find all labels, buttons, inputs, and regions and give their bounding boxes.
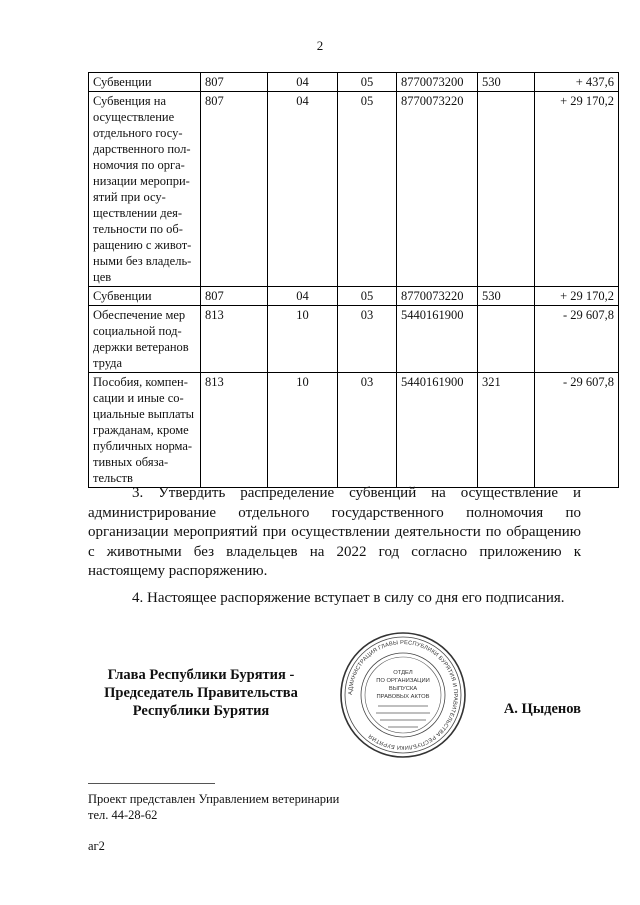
row-razdel-cell: 04	[268, 287, 338, 306]
row-grbs-cell: 813	[201, 373, 268, 488]
table-row	[89, 373, 619, 488]
row-grbs-cell: 813	[201, 306, 268, 373]
row-vr-cell: 530	[478, 287, 535, 306]
footer-phone: тел. 44-28-62	[88, 808, 158, 822]
row-podrazdel-cell: 05	[338, 287, 397, 306]
seal-inner-line: ПРАВОВЫХ АКТОВ	[376, 694, 430, 700]
row-csr-cell: 8770073220	[397, 287, 478, 306]
row-vr-cell	[478, 92, 535, 287]
row-vr-cell	[478, 306, 535, 373]
row-name-cell: Субвенции	[89, 73, 201, 92]
row-razdel-cell: 10	[268, 373, 338, 488]
row-vr-cell: 321	[478, 373, 535, 488]
footer-project-line: Проект представлен Управлением ветеринарии	[88, 792, 340, 806]
signatory-title-line: Глава Республики Бурятия -	[107, 667, 295, 683]
row-name-cell: Субвенция на осуществление отдельного госу-дарственного пол-номочия по орга-низации меропри-ятий при осу-ществлении дея-тельности по об-ращению с живот-ными без владель-цев	[89, 92, 201, 287]
signatory-name: А. Цыденов	[503, 701, 581, 717]
table-row	[89, 287, 619, 306]
row-csr-cell: 8770073220	[397, 92, 478, 287]
row-grbs-cell: 807	[201, 287, 268, 306]
signatory-title	[88, 666, 314, 720]
row-name-cell: Пособия, компен-сации и иные со-циальные выплаты гражданам, кроме публичных норма-тивных обяза-тельств	[89, 373, 201, 488]
table-row	[89, 73, 619, 92]
row-razdel-cell: 10	[268, 306, 338, 373]
paragraph-3: 3. Утвердить распределение субвенций на осуществление и администрирование отдельного государственного полномочия по организации мероприятий при осуществлении деятельности по обращению с животными без владельцев на 2022 год согласно приложению к настоящему распоряжению.	[88, 485, 581, 579]
row-name-cell: Субвенции	[89, 287, 201, 306]
seal-inner-line: ВЫПУСКА	[388, 686, 418, 692]
row-name-cell: Обеспечение мер социальной под-держки ветеранов труда	[89, 306, 201, 373]
seal-inner-line: ОТДЕЛ	[393, 670, 413, 676]
signatory-title-line: Председатель Правительства	[104, 685, 298, 701]
row-sum-cell: + 29 170,2	[535, 92, 619, 287]
row-podrazdel-cell: 05	[338, 73, 397, 92]
row-grbs-cell: 807	[201, 73, 268, 92]
budget-table	[88, 72, 619, 488]
row-vr-cell: 530	[478, 73, 535, 92]
row-csr-cell: 5440161900	[397, 306, 478, 373]
row-grbs-cell: 807	[201, 92, 268, 287]
row-sum-cell: - 29 607,8	[535, 373, 619, 488]
seal-inner-line: ПО ОРГАНИЗАЦИИ	[376, 678, 430, 684]
row-podrazdel-cell: 03	[338, 306, 397, 373]
official-seal	[338, 630, 468, 760]
footer-code: аг2	[88, 839, 105, 853]
row-podrazdel-cell: 05	[338, 92, 397, 287]
row-sum-cell: + 437,6	[535, 73, 619, 92]
row-sum-cell: - 29 607,8	[535, 306, 619, 373]
row-razdel-cell: 04	[268, 92, 338, 287]
page-number: 2	[316, 38, 324, 53]
table-row	[89, 306, 619, 373]
row-sum-cell: + 29 170,2	[535, 287, 619, 306]
footer-divider	[88, 783, 215, 784]
signatory-title-line: Республики Бурятия	[132, 703, 270, 719]
seal-ring-text: АДМИНИСТРАЦИЯ ГЛАВЫ РЕСПУБЛИКИ БУРЯТИЯ И ПРАВИТЕЛЬСТВА РЕСПУБЛИКИ БУРЯТИЯ	[347, 639, 459, 751]
row-csr-cell: 8770073200	[397, 73, 478, 92]
row-csr-cell: 5440161900	[397, 373, 478, 488]
row-razdel-cell: 04	[268, 73, 338, 92]
table-row	[89, 92, 619, 287]
row-podrazdel-cell: 03	[338, 373, 397, 488]
paragraph-4: 4. Настоящее распоряжение вступает в силу со дня его подписания.	[132, 590, 565, 606]
